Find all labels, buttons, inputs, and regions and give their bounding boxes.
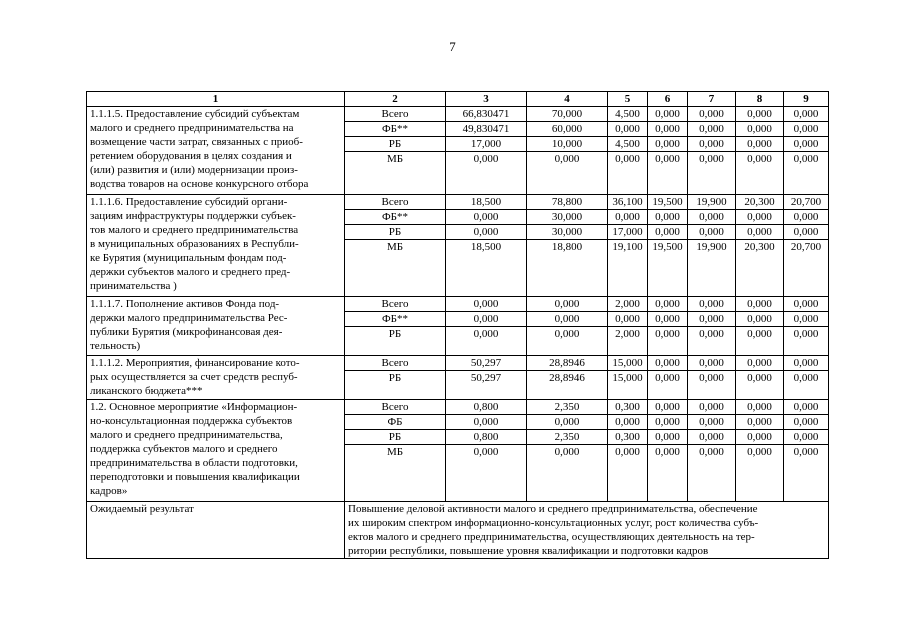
value-cell: 0,000 [688,107,736,122]
value-cell: 0,000 [527,152,608,195]
description-line: переподготовки и повышения квалификации [90,471,300,483]
value-cell: 0,000 [784,430,829,445]
value-cell: 0,000 [446,415,527,430]
value-cell: 0,000 [648,415,688,430]
header-row [87,92,829,107]
description-line: ликанского бюджета*** [90,385,203,397]
funding-source: ФБ** [345,210,446,225]
value-cell: 17,000 [608,225,648,240]
value-cell: 0,000 [688,445,736,502]
description-line: 1.1.1.5. Предоставление субсидий субъектам [90,108,300,120]
funding-source: Всего [345,297,446,312]
value-cell: 36,100 [608,195,648,210]
value-cell: 0,000 [688,225,736,240]
value-cell: 10,000 [527,137,608,152]
value-cell: 60,000 [527,122,608,137]
funding-source: РБ [345,225,446,240]
value-cell: 0,000 [688,327,736,356]
funding-source: РБ [345,137,446,152]
value-cell: 0,300 [608,430,648,445]
description-line: публики Бурятия (микрофинансовая дея- [90,326,283,338]
value-cell: 0,000 [736,107,784,122]
value-cell: 0,000 [446,445,527,502]
description-line: принимательства ) [90,280,177,292]
header-cell: 7 [688,92,736,107]
funding-source: РБ [345,327,446,356]
value-cell: 0,000 [648,356,688,371]
value-cell: 0,000 [648,400,688,415]
value-cell: 0,000 [784,107,829,122]
value-cell: 0,000 [736,225,784,240]
value-cell: 2,000 [608,297,648,312]
value-cell: 0,000 [608,152,648,195]
header-cell: 9 [784,92,829,107]
funding-source: МБ [345,240,446,297]
value-cell: 19,500 [648,195,688,210]
row-description [87,297,345,356]
header-cell: 2 [345,92,446,107]
value-cell: 0,000 [527,297,608,312]
value-cell: 0,000 [784,210,829,225]
result-text-line: ритории республики, повышение уровня квалификации и подготовки кадров [348,545,709,557]
value-cell: 0,000 [736,327,784,356]
value-cell: 78,800 [527,195,608,210]
value-cell: 0,000 [608,122,648,137]
value-cell: 0,000 [736,356,784,371]
description-line: зациям инфраструктуры поддержки субъек- [90,210,296,222]
result-text-line: их широким спектром информационно-консультационных услуг, рост количества субъ- [348,517,759,529]
value-cell: 0,000 [608,312,648,327]
funding-source: Всего [345,356,446,371]
value-cell: 50,297 [446,371,527,400]
header-cell: 3 [446,92,527,107]
funding-source: Всего [345,400,446,415]
value-cell: 0,000 [648,122,688,137]
value-cell: 0,000 [784,445,829,502]
description-line: поддержка субъектов малого и среднего [90,443,278,455]
value-cell: 50,297 [446,356,527,371]
funding-source: ФБ [345,415,446,430]
header-cell: 4 [527,92,608,107]
value-cell: 0,000 [648,107,688,122]
description-line: рых осуществляется за счет средств респуб- [90,371,298,383]
value-cell: 0,000 [784,415,829,430]
row-description [87,195,345,297]
value-cell: 18,500 [446,240,527,297]
value-cell: 20,300 [736,195,784,210]
description-line: предпринимательства в области подготовки, [90,457,298,469]
value-cell: 0,000 [688,400,736,415]
description-line: в муниципальных образованиях в Республи- [90,238,299,250]
value-cell: 0,000 [688,152,736,195]
value-cell: 0,000 [688,122,736,137]
value-cell: 20,700 [784,195,829,210]
table-row [87,400,829,415]
value-cell: 0,000 [784,137,829,152]
budget-table [86,91,829,559]
header-cell: 5 [608,92,648,107]
value-cell: 0,000 [688,415,736,430]
value-cell: 0,000 [736,122,784,137]
value-cell: 0,000 [784,356,829,371]
value-cell: 0,000 [736,137,784,152]
description-line: тов малого и среднего предпринимательства [90,224,299,236]
value-cell: 2,000 [608,327,648,356]
value-cell: 30,000 [527,225,608,240]
expected-result-label: Ожидаемый результат [87,502,345,559]
value-cell: 0,000 [688,210,736,225]
description-line: (или) развития и (или) модернизации произ- [90,164,298,176]
value-cell: 0,000 [784,297,829,312]
value-cell: 19,100 [608,240,648,297]
value-cell: 15,000 [608,356,648,371]
description-line: кадров» [90,485,128,497]
value-cell: 18,500 [446,195,527,210]
funding-source: ФБ** [345,122,446,137]
header-cell: 6 [648,92,688,107]
value-cell: 0,000 [648,297,688,312]
value-cell: 17,000 [446,137,527,152]
value-cell: 20,700 [784,240,829,297]
description-line: ретением оборудования в целях создания и [90,150,292,162]
funding-source: МБ [345,445,446,502]
description-line: держки субъектов малого и среднего пред- [90,266,291,278]
table-row [87,107,829,122]
funding-source: РБ [345,430,446,445]
header-cell: 1 [87,92,345,107]
row-description [87,107,345,195]
table-row [87,356,829,371]
value-cell: 19,500 [648,240,688,297]
table-body [87,92,829,559]
value-cell: 0,000 [446,225,527,240]
description-line: 1.2. Основное мероприятие «Информацион- [90,401,298,413]
row-description [87,400,345,502]
value-cell: 0,000 [527,327,608,356]
table-row [87,195,829,210]
funding-source: Всего [345,107,446,122]
value-cell: 0,000 [688,297,736,312]
value-cell: 49,830471 [446,122,527,137]
value-cell: 0,000 [736,210,784,225]
value-cell: 0,000 [648,225,688,240]
page-number: 7 [449,39,456,54]
value-cell: 4,500 [608,107,648,122]
expected-result-text [345,502,829,559]
funding-source: ФБ** [345,312,446,327]
value-cell: 0,000 [446,312,527,327]
value-cell: 66,830471 [446,107,527,122]
value-cell: 0,800 [446,400,527,415]
description-line: малого и среднего предпринимательства на [90,122,294,134]
header-cell: 8 [736,92,784,107]
value-cell: 0,000 [648,137,688,152]
value-cell: 0,000 [688,430,736,445]
value-cell: 0,000 [648,371,688,400]
value-cell: 0,000 [784,400,829,415]
value-cell: 0,000 [736,371,784,400]
description-line: возмещение части затрат, связанных с приоб- [90,136,303,148]
value-cell: 0,000 [648,152,688,195]
value-cell: 0,000 [446,152,527,195]
value-cell: 0,000 [736,415,784,430]
value-cell: 0,000 [527,312,608,327]
value-cell: 0,000 [446,327,527,356]
value-cell: 0,000 [648,327,688,356]
value-cell: 0,000 [608,415,648,430]
result-row [87,502,829,559]
description-line: 1.1.1.2. Мероприятия, финансирование кото- [90,357,300,369]
value-cell: 0,800 [446,430,527,445]
description-line: водства товаров на основе конкурсного отбора [90,178,309,190]
value-cell: 0,300 [608,400,648,415]
description-line: ке Бурятия (муниципальным фондам под- [90,252,287,264]
table-row [87,297,829,312]
value-cell: 15,000 [608,371,648,400]
value-cell: 0,000 [446,297,527,312]
value-cell: 0,000 [608,210,648,225]
description-line: 1.1.1.6. Предоставление субсидий органи- [90,196,288,208]
value-cell: 18,800 [527,240,608,297]
value-cell: 0,000 [648,210,688,225]
value-cell: 0,000 [648,430,688,445]
value-cell: 0,000 [736,152,784,195]
description-line: держки малого предпринимательства Рес- [90,312,288,324]
value-cell: 28,8946 [527,371,608,400]
value-cell: 0,000 [608,445,648,502]
value-cell: 0,000 [784,327,829,356]
description-line: 1.1.1.7. Пополнение активов Фонда под- [90,298,280,310]
value-cell: 4,500 [608,137,648,152]
value-cell: 2,350 [527,400,608,415]
row-description [87,356,345,400]
description-line: тельность) [90,340,141,352]
value-cell: 0,000 [736,400,784,415]
value-cell: 0,000 [736,445,784,502]
value-cell: 0,000 [648,445,688,502]
value-cell: 2,350 [527,430,608,445]
value-cell: 0,000 [784,122,829,137]
value-cell: 0,000 [446,210,527,225]
value-cell: 0,000 [736,430,784,445]
description-line: но-консультационная поддержка субъектов [90,415,293,427]
value-cell: 28,8946 [527,356,608,371]
value-cell: 0,000 [527,445,608,502]
value-cell: 0,000 [648,312,688,327]
value-cell: 30,000 [527,210,608,225]
description-line: малого и среднего предпринимательства, [90,429,283,441]
value-cell: 0,000 [688,312,736,327]
funding-source: РБ [345,371,446,400]
value-cell: 19,900 [688,195,736,210]
value-cell: 0,000 [784,312,829,327]
funding-source: Всего [345,195,446,210]
value-cell: 70,000 [527,107,608,122]
value-cell: 0,000 [784,371,829,400]
value-cell: 0,000 [736,297,784,312]
value-cell: 0,000 [688,356,736,371]
funding-source: МБ [345,152,446,195]
value-cell: 0,000 [527,415,608,430]
value-cell: 0,000 [736,312,784,327]
value-cell: 0,000 [688,371,736,400]
result-text-line: ектов малого и среднего предпринимательства, осуществляющих деятельность на тер- [348,531,755,543]
value-cell: 20,300 [736,240,784,297]
result-text-line: Повышение деловой активности малого и среднего предпринимательства, обеспечение [348,503,758,515]
value-cell: 0,000 [784,152,829,195]
value-cell: 0,000 [784,225,829,240]
value-cell: 19,900 [688,240,736,297]
value-cell: 0,000 [688,137,736,152]
